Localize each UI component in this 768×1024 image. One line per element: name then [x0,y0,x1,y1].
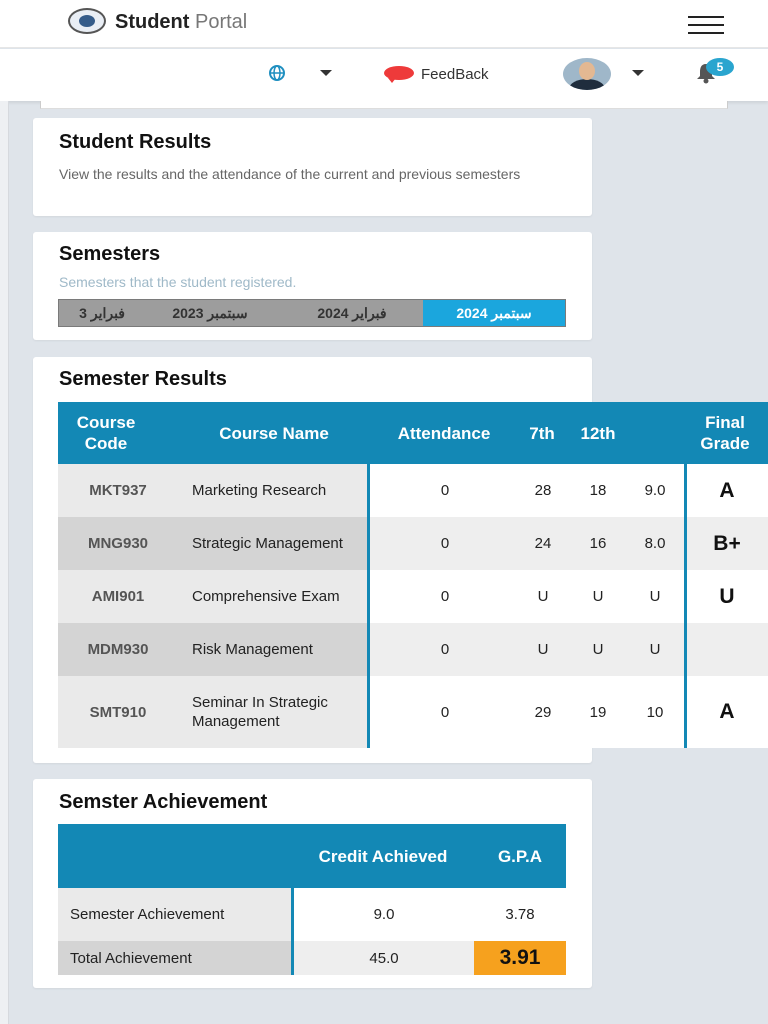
portal-brand[interactable] [115,10,247,34]
semesters-subtitle: Semesters that the student registered. [59,274,297,290]
col-7th: 7th [529,423,555,443]
score-7th: U [537,588,549,605]
table-row [58,888,566,941]
table-row [58,623,768,676]
course-code: SMT910 [89,703,147,721]
score-7th: 24 [534,535,552,552]
table-row [58,941,566,975]
col-final-grade: Final Grade [700,413,750,453]
hamburger-menu-icon[interactable] [688,16,724,34]
semester-tab-feb-partial[interactable]: فبراير 3 [79,305,125,321]
brand-light-text: Portal [189,11,248,33]
brand-bold-text: Student [115,11,190,33]
score-extra: 10 [646,703,664,721]
credit-value: 9.0 [373,906,395,923]
gpa-value: 3.78 [505,906,535,923]
col-attendance: Attendance [397,423,491,443]
course-name: Marketing Research [192,482,327,499]
col-gpa: G.P.A [497,846,543,866]
final-grade: B+ [713,531,741,555]
score-extra: U [649,641,661,658]
semester-tab-sep-2024[interactable]: سبتمبر 2024 [423,300,565,326]
course-name: Comprehensive Exam [192,588,340,605]
score-12th: 19 [589,703,607,721]
course-code: MNG930 [87,535,149,552]
semester-tab-feb-2024[interactable]: فبراير 2024 [317,305,387,321]
results-table [58,402,768,748]
attendance-value: 0 [440,482,450,499]
final-grade: U [719,584,735,608]
table-row [58,464,768,517]
achievement-label: Total Achievement [70,949,192,967]
score-7th: 28 [534,482,552,499]
top-header [0,0,768,48]
col-12th: 12th [580,423,616,443]
results-table-header [58,402,768,464]
attendance-value: 0 [440,535,450,552]
user-menu-chevron-down-icon[interactable] [632,70,644,76]
table-row [58,570,768,623]
col-credit-achieved: Credit Achieved [318,846,448,866]
final-grade: A [719,700,735,723]
course-name: Seminar In Strategic Management [192,694,328,730]
score-12th: U [592,588,604,605]
col-course-name: Course Name [219,423,329,443]
page-title: Student Results [59,131,212,153]
notification-count-badge: 5 [706,58,734,76]
credit-value: 45.0 [369,949,399,967]
semester-tabs [58,299,566,327]
achievement-table-header [58,824,566,888]
final-grade [686,623,768,676]
col-course-code: Course Code [76,413,136,453]
attendance-value: 0 [440,641,450,658]
course-code: AMI901 [91,588,145,605]
semesters-title: Semesters [59,243,161,265]
achievement-label: Semester Achievement [70,906,225,923]
attendance-value: 0 [440,588,450,605]
table-row [58,676,768,748]
achievement-title: Semster Achievement [59,791,268,813]
feedback-link[interactable]: FeedBack [421,66,489,83]
panel-divider [40,101,728,109]
course-name: Strategic Management [192,535,343,552]
course-code: MKT937 [89,482,147,499]
score-12th: 18 [589,482,607,499]
university-logo-icon [68,8,106,34]
user-avatar[interactable] [563,58,611,90]
score-extra: 9.0 [644,482,666,499]
achievement-table [58,824,566,975]
semester-tab-sep-2023[interactable]: سبتمبر 2023 [172,305,248,321]
score-12th: U [592,641,604,658]
course-name: Risk Management [192,641,313,658]
semesters-card [33,232,592,340]
chat-bubble-icon[interactable] [384,66,414,80]
language-dropdown-chevron-down-icon[interactable] [320,70,332,76]
column-divider [291,888,294,975]
table-row [58,517,768,570]
student-results-card [33,118,592,216]
total-gpa-highlight: 3.91 [474,941,566,975]
score-7th: U [537,641,549,658]
semester-results-title: Semester Results [59,368,227,390]
column-divider [684,464,687,748]
page-description: View the results and the attendance of the current and previous semesters [59,166,521,182]
final-grade: A [719,478,735,502]
course-code: MDM930 [87,641,149,658]
globe-icon[interactable] [265,64,289,82]
column-divider [367,464,370,748]
attendance-value: 0 [440,703,450,721]
sidebar-edge [0,101,9,1024]
score-12th: 16 [589,535,607,552]
score-7th: 29 [534,703,552,721]
score-extra: U [649,588,661,605]
score-extra: 8.0 [644,535,666,552]
